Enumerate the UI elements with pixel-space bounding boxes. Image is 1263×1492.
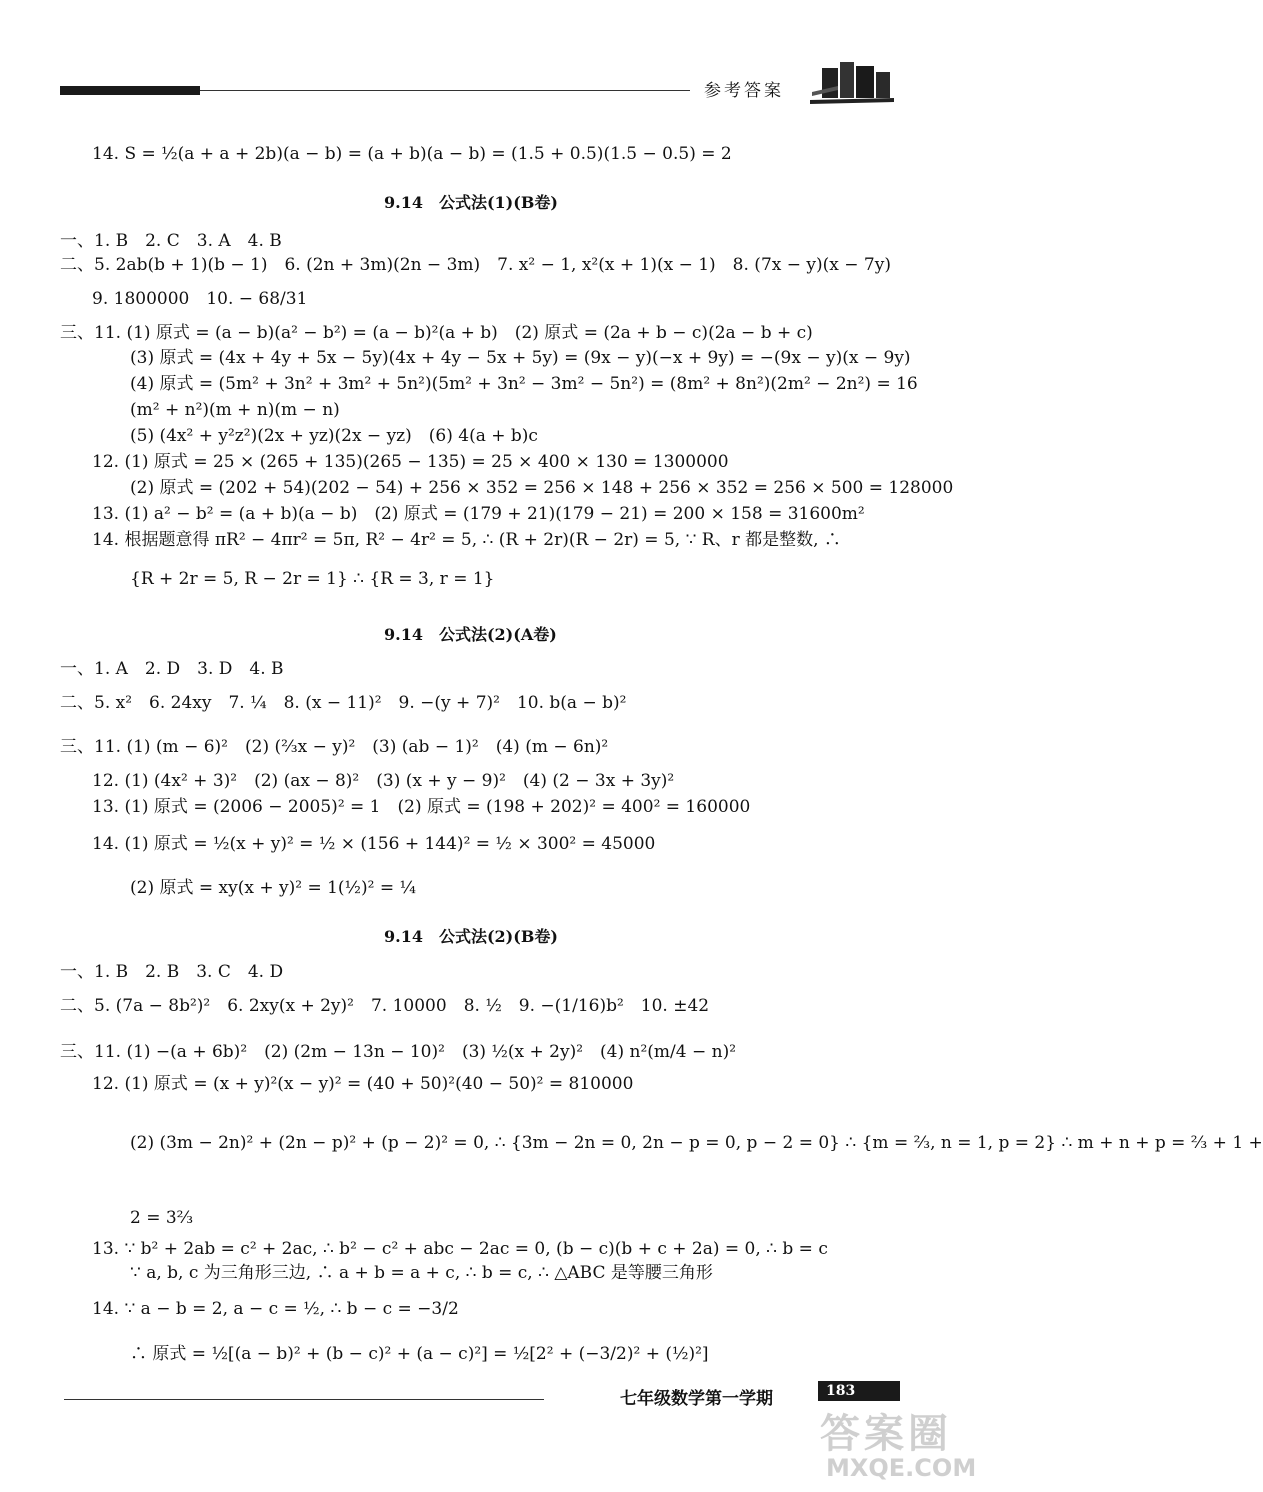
s2-q13: 13. (1) 原式 = (2006 − 2005)² = 1 (2) 原式 = (198 + 202)² = 400² = 160000 bbox=[92, 797, 751, 817]
s3-fill: 二、5. (7a − 8b²)² 6. 2xy(x + 2y)² 7. 10000 8. ½ 9. −(1/16)b² 10. ±42 bbox=[60, 996, 710, 1016]
s1-q14-system: {R + 2r = 5, R − 2r = 1} ∴ {R = 3, r = 1} bbox=[130, 569, 495, 589]
s3-q11: 三、11. (1) −(a + 6b)² (2) (2m − 13n − 10)² (3) ½(x + 2y)² (4) n²(m/4 − n)² bbox=[60, 1042, 737, 1062]
s2-q14-1: 14. (1) 原式 = ½(x + y)² = ½ × (156 + 144)² = ½ × 300² = 45000 bbox=[92, 834, 656, 854]
s3-choice: 一、1. B 2. B 3. C 4. D bbox=[60, 962, 284, 982]
s2-q12: 12. (1) (4x² + 3)² (2) (ax − 8)² (3) (x + y − 9)² (4) (2 − 3x + 3y)² bbox=[92, 771, 675, 791]
s1-q12-2: (2) 原式 = (202 + 54)(202 − 54) + 256 × 352 = 256 × 148 + 256 × 352 = 256 × 500 = 128000 bbox=[130, 478, 954, 498]
header-title: 参考答案 bbox=[704, 81, 784, 101]
footer-book-title: 七年级数学第一学期 bbox=[620, 1389, 773, 1409]
s2-choice: 一、1. A 2. D 3. D 4. B bbox=[60, 659, 284, 679]
s3-q13-2: ∵ a, b, c 为三角形三边, ∴ a + b = a + c, ∴ b = c, ∴ △ABC 是等腰三角形 bbox=[130, 1263, 713, 1283]
footer-rule bbox=[64, 1399, 544, 1400]
section-title-3: 9.14 公式法(2)(B卷) bbox=[384, 927, 558, 946]
watermark-text: 答案圈 bbox=[820, 1411, 952, 1457]
watermark bbox=[820, 1402, 990, 1486]
s1-fill-1: 二、5. 2ab(b + 1)(b − 1) 6. (2n + 3m)(2n − 3m) 7. x² − 1, x²(x + 1)(x − 1) 8. (7x − y)(x − 7y) bbox=[60, 255, 891, 275]
s1-q11-1: 三、11. (1) 原式 = (a − b)(a² − b²) = (a − b)²(a + b) (2) 原式 = (2a + b − c)(2a − b + c) bbox=[60, 323, 813, 343]
watermark-site: MXQE.COM bbox=[826, 1454, 977, 1482]
s2-fill: 二、5. x² 6. 24xy 7. ¼ 8. (x − 11)² 9. −(y + 7)² 10. b(a − b)² bbox=[60, 693, 627, 713]
s3-q14-1: 14. ∵ a − b = 2, a − c = ½, ∴ b − c = −3/2 bbox=[92, 1299, 459, 1319]
s1-q11-4: (4) 原式 = (5m² + 3n² + 3m² + 5n²)(5m² + 3n² − 3m² − 5n²) = (8m² + 8n²)(2m² − 2n²) = 16 bbox=[130, 374, 918, 394]
line-top-14: 14. S = ½(a + a + 2b)(a − b) = (a + b)(a − b) = (1.5 + 0.5)(1.5 − 0.5) = 2 bbox=[92, 144, 732, 164]
s2-q14-2: (2) 原式 = xy(x + y)² = 1(½)² = ¼ bbox=[130, 878, 417, 898]
s1-q11-4b: (m² + n²)(m + n)(m − n) bbox=[130, 400, 340, 420]
s1-fill-2: 9. 1800000 10. − 68/31 bbox=[92, 289, 308, 309]
s1-q12-1: 12. (1) 原式 = 25 × (265 + 135)(265 − 135) = 25 × 400 × 130 = 1300000 bbox=[92, 452, 729, 472]
s3-q12-2: (2) (3m − 2n)² + (2n − p)² + (p − 2)² = 0, ∴ {3m − 2n = 0, 2n − p = 0, p − 2 = 0} ∴ {m = ⅔, n = 1, p = 2} ∴ m + n + p = ⅔ + 1 + bbox=[130, 1133, 1263, 1153]
s2-q11: 三、11. (1) (m − 6)² (2) (⅔x − y)² (3) (ab − 1)² (4) (m − 6n)² bbox=[60, 737, 609, 757]
s1-q11-3: (3) 原式 = (4x + 4y + 5x − 5y)(4x + 4y − 5x + 5y) = (9x − y)(−x + 9y) = −(9x − y)(x − 9y) bbox=[130, 348, 911, 368]
books-icon bbox=[808, 58, 896, 104]
header-bar bbox=[60, 86, 200, 95]
s3-q14-2: ∴ 原式 = ½[(a − b)² + (b − c)² + (a − c)²] = ½[2² + (−3/2)² + (½)²] bbox=[130, 1344, 709, 1364]
s3-q13-1: 13. ∵ b² + 2ab = c² + 2ac, ∴ b² − c² + abc − 2ac = 0, (b − c)(b + c + 2a) = 0, ∴ b = c bbox=[92, 1239, 828, 1259]
s1-q13: 13. (1) a² − b² = (a + b)(a − b) (2) 原式 = (179 + 21)(179 − 21) = 200 × 158 = 31600m² bbox=[92, 504, 865, 524]
s3-q12-1: 12. (1) 原式 = (x + y)²(x − y)² = (40 + 50)²(40 − 50)² = 810000 bbox=[92, 1074, 634, 1094]
s1-choice: 一、1. B 2. C 3. A 4. B bbox=[60, 231, 282, 251]
s1-q11-5: (5) (4x² + y²z²)(2x + yz)(2x − yz) (6) 4(a + b)c bbox=[130, 426, 538, 446]
s3-q12-2b: 2 = 3⅔ bbox=[130, 1208, 194, 1228]
section-title-2: 9.14 公式法(2)(A卷) bbox=[384, 625, 557, 644]
page-number: 183 bbox=[818, 1381, 900, 1401]
header-rule bbox=[200, 90, 690, 91]
s1-q14: 14. 根据题意得 πR² − 4πr² = 5π, R² − 4r² = 5, ∴ (R + 2r)(R − 2r) = 5, ∵ R、r 都是整数, ∴ bbox=[92, 530, 841, 550]
section-title-1: 9.14 公式法(1)(B卷) bbox=[384, 193, 558, 212]
